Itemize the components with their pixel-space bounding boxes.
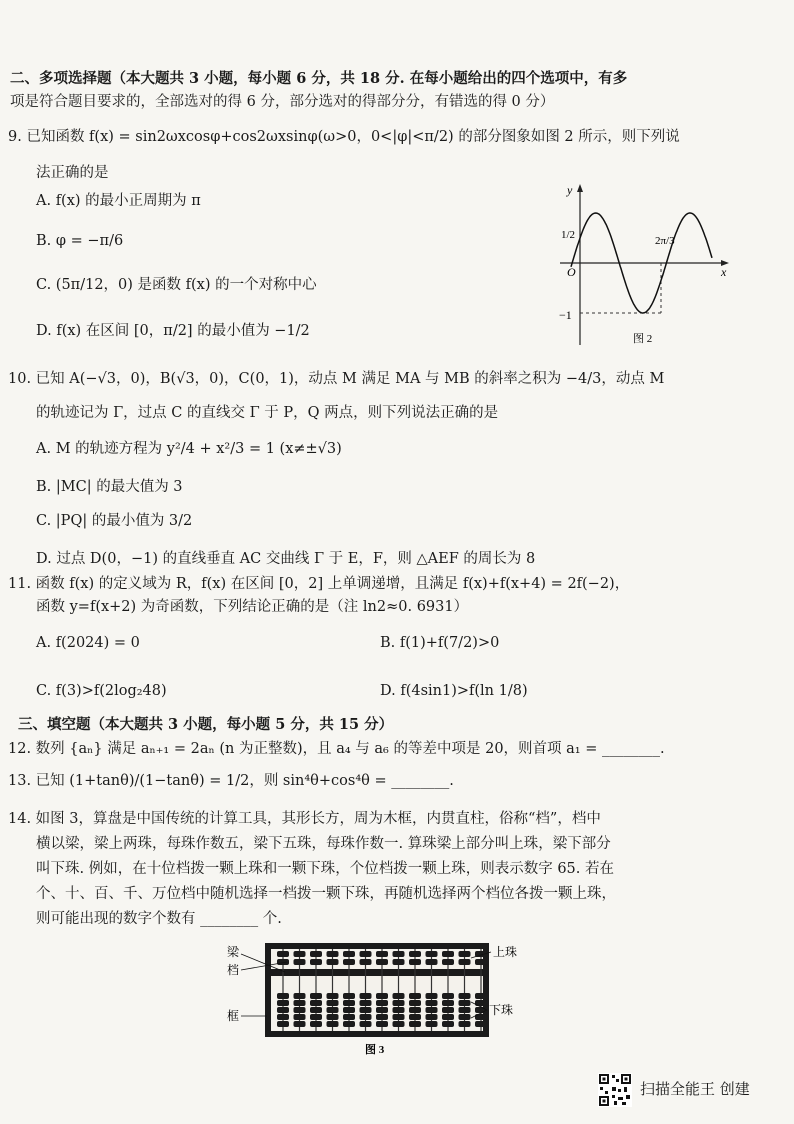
upper-bead — [294, 951, 306, 957]
x-axis-label: x — [721, 265, 727, 279]
section3-header: 三、填空题（本大题共 3 小题，每小题 5 分，共 15 分） — [18, 716, 394, 733]
upper-bead — [343, 951, 355, 957]
lower-bead — [294, 1000, 306, 1006]
lower-bead — [442, 1000, 454, 1006]
q10-stem-line2: 的轨迹记为 Γ，过点 C 的直线交 Γ 于 P，Q 两点，则下列说法正确的是 — [36, 405, 499, 421]
lower-bead — [393, 1000, 405, 1006]
lower-bead — [442, 1021, 454, 1027]
upper-bead — [327, 951, 339, 957]
section2-header-line2: 项是符合题目要求的，全部选对的得 6 分，部分选对的得部分分，有错选的得 0 分） — [10, 94, 555, 110]
lower-bead — [459, 993, 471, 999]
lower-bead — [327, 1000, 339, 1006]
upper-bead — [426, 959, 438, 965]
lower-bead — [310, 1007, 322, 1013]
upper-bead — [360, 951, 372, 957]
lower-bead — [277, 1014, 289, 1020]
q9-option-b: B. φ = −π/6 — [36, 233, 124, 249]
q10-option-a: A. M 的轨迹方程为 y²/4 + x²/3 = 1 (x≠±√3) — [36, 441, 342, 457]
lower-bead — [360, 993, 372, 999]
upper-bead — [409, 959, 421, 965]
lower-bead — [426, 993, 438, 999]
lower-bead — [426, 1021, 438, 1027]
lower-bead — [409, 1021, 421, 1027]
q9-stem-line1: 9. 已知函数 f(x) = sin2ωxcosφ+cos2ωxsinφ(ω>0，0<|φ|<π/2) 的部分图象如图 2 所示，则下列说 — [8, 129, 680, 145]
label-rod: 档 — [227, 963, 240, 977]
q9-option-c: C. (5π/12，0) 是函数 f(x) 的一个对称中心 — [36, 277, 317, 293]
figure2-caption: 图 2 — [633, 333, 653, 345]
lower-bead — [442, 1007, 454, 1013]
lower-bead — [310, 993, 322, 999]
lower-bead — [310, 1000, 322, 1006]
lower-bead — [409, 1007, 421, 1013]
label-frame: 框 — [227, 1009, 240, 1023]
figure3-abacus — [225, 940, 525, 1056]
q11-option-d: D. f(4sin1)>f(ln 1/8) — [380, 683, 528, 699]
q11-stem-line1: 11. 函数 f(x) 的定义域为 R，f(x) 在区间 [0，2] 上单调递增，且满足 f(x)+f(x+4) = 2f(−2)， — [8, 576, 630, 592]
label-beam: 梁 — [227, 945, 240, 959]
lower-bead — [426, 1007, 438, 1013]
label-upper-bead: 上珠 — [493, 945, 518, 959]
q11-option-c: C. f(3)>f(2log₂48) — [36, 683, 167, 699]
lower-bead — [442, 1014, 454, 1020]
lower-bead — [426, 1000, 438, 1006]
upper-bead — [475, 959, 487, 965]
q9-option-a: A. f(x) 的最小正周期为 π — [36, 193, 201, 209]
q14-line4: 个、十、百、千、万位档中随机选择一档拨一颗下珠，再随机选择两个档位各拨一颗上珠， — [36, 886, 616, 902]
q10-option-b: B. |MC| 的最大值为 3 — [36, 479, 183, 495]
upper-bead — [442, 951, 454, 957]
lower-bead — [393, 1014, 405, 1020]
lower-bead — [277, 1007, 289, 1013]
lower-bead — [475, 993, 487, 999]
q10-option-d: D. 过点 D(0，−1) 的直线垂直 AC 交曲线 Γ 于 E，F，则 △AEF 的周长为 8 — [36, 551, 536, 567]
lower-bead — [459, 1007, 471, 1013]
q11-option-b: B. f(1)+f(7/2)>0 — [380, 635, 500, 651]
lower-bead — [459, 1021, 471, 1027]
lower-bead — [409, 1014, 421, 1020]
q10-stem-line1: 10. 已知 A(−√3，0)，B(√3，0)，C(0，1)，动点 M 满足 MA 与 MB 的斜率之积为 −4/3，动点 M — [8, 371, 665, 387]
upper-bead — [360, 959, 372, 965]
q10-option-c: C. |PQ| 的最小值为 3/2 — [36, 513, 193, 529]
upper-bead — [376, 951, 388, 957]
section2-header-line1: 二、多项选择题（本大题共 3 小题，每小题 6 分，共 18 分. 在每小题给出的四个选项中，有多 — [10, 70, 628, 87]
q14-line2: 横以梁，梁上两珠，每珠作数五，梁下五珠，每珠作数一. 算珠梁上部分叫上珠，梁下部分 — [36, 836, 611, 852]
y-axis-label: y — [567, 183, 573, 197]
upper-bead — [277, 951, 289, 957]
lower-bead — [442, 993, 454, 999]
q14-line3: 叫下珠. 例如，在十位档拨一颗上珠和一颗下珠，个位档拨一颗上珠，则表示数字 65. 若在 — [36, 861, 614, 877]
upper-bead — [426, 951, 438, 957]
lower-bead — [409, 1000, 421, 1006]
lower-bead — [393, 1021, 405, 1027]
q14-line5: 则可能出现的数字个数有 ________ 个. — [36, 911, 282, 927]
lower-bead — [393, 1007, 405, 1013]
label-lower-bead: 下珠 — [489, 1003, 514, 1017]
q9-option-d: D. f(x) 在区间 [0，π/2] 的最小值为 −1/2 — [36, 323, 310, 339]
lower-bead — [294, 993, 306, 999]
y-axis-arrow — [577, 184, 583, 192]
lower-bead — [426, 1014, 438, 1020]
lower-bead — [327, 1021, 339, 1027]
figure3-caption: 图 3 — [365, 1044, 385, 1056]
lower-bead — [475, 1007, 487, 1013]
lower-bead — [277, 1021, 289, 1027]
q14-line1: 14. 如图 3，算盘是中国传统的计算工具，其形长方，周为木框，内贯直柱，俗称“档”，档中 — [8, 811, 601, 827]
camscanner-watermark: 扫描全能王 创建 — [640, 1080, 750, 1098]
upper-bead — [327, 959, 339, 965]
lower-bead — [376, 1021, 388, 1027]
lower-bead — [327, 1014, 339, 1020]
upper-bead — [310, 951, 322, 957]
figure2-graph — [555, 180, 735, 348]
qr-code-icon — [598, 1073, 632, 1107]
upper-bead — [376, 959, 388, 965]
origin-label: O — [567, 265, 576, 279]
lower-bead — [376, 1007, 388, 1013]
lower-bead — [294, 1007, 306, 1013]
q13-text: 13. 已知 (1+tanθ)/(1−tanθ) = 1/2，则 sin⁴θ+cos⁴θ = ________. — [8, 773, 454, 789]
lower-bead — [327, 1007, 339, 1013]
lower-bead — [376, 993, 388, 999]
lower-bead — [294, 1014, 306, 1020]
q12-text: 12. 数列 {aₙ} 满足 aₙ₊₁ = 2aₙ (n 为正整数)，且 a₄ 与 a₆ 的等差中项是 20，则首项 a₁ = ________. — [8, 741, 665, 757]
lower-bead — [376, 1014, 388, 1020]
upper-bead — [343, 959, 355, 965]
upper-bead — [310, 959, 322, 965]
lower-bead — [343, 1007, 355, 1013]
lower-bead — [360, 1014, 372, 1020]
lower-bead — [343, 1000, 355, 1006]
lower-bead — [310, 1021, 322, 1027]
lower-bead — [277, 993, 289, 999]
lower-bead — [294, 1021, 306, 1027]
lower-bead — [409, 993, 421, 999]
lower-bead — [459, 1014, 471, 1020]
lower-bead — [327, 993, 339, 999]
lower-bead — [360, 1000, 372, 1006]
y-tick-minus-one: −1 — [559, 308, 572, 322]
upper-bead — [459, 951, 471, 957]
lower-bead — [277, 1000, 289, 1006]
lower-bead — [360, 1007, 372, 1013]
upper-bead — [393, 959, 405, 965]
lower-bead — [343, 1021, 355, 1027]
lower-bead — [376, 1000, 388, 1006]
lower-bead — [475, 1021, 487, 1027]
upper-bead — [459, 959, 471, 965]
lower-bead — [343, 993, 355, 999]
x-tick-two-pi-over-three: 2π/3 — [655, 235, 675, 247]
upper-bead — [294, 959, 306, 965]
abacus-beam — [271, 969, 483, 976]
q11-stem-line2: 函数 y=f(x+2) 为奇函数，下列结论正确的是（注 ln2≈0. 6931） — [36, 599, 469, 615]
upper-bead — [409, 951, 421, 957]
lower-bead — [393, 993, 405, 999]
upper-bead — [277, 959, 289, 965]
y-tick-half: 1/2 — [561, 229, 576, 241]
q9-stem-line2: 法正确的是 — [36, 165, 109, 181]
lower-bead — [310, 1014, 322, 1020]
lower-bead — [343, 1014, 355, 1020]
upper-bead — [442, 959, 454, 965]
lower-bead — [459, 1000, 471, 1006]
lower-bead — [360, 1021, 372, 1027]
q11-option-a: A. f(2024) = 0 — [36, 635, 140, 651]
upper-bead — [393, 951, 405, 957]
